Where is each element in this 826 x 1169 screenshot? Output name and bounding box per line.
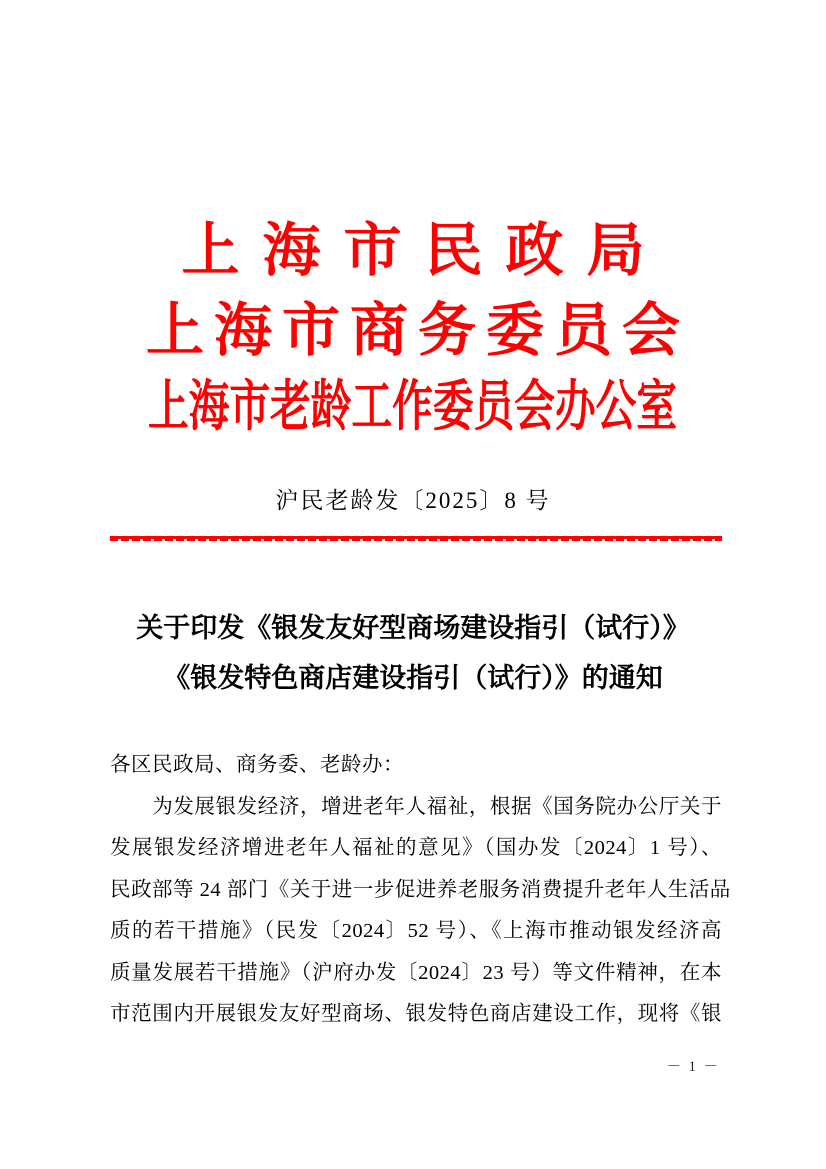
letterhead-agency-3 [0, 376, 826, 438]
red-header-divider [110, 536, 722, 541]
body-text-line: 质量发展若干措施》（沪府办发〔2024〕23 号）等文件精神，在本 [110, 961, 722, 984]
letterhead-agency-1: 上海市民政局 [181, 218, 668, 283]
document-reference-number: 沪民老龄发〔2025〕8 号 [275, 488, 551, 513]
body-text-line: 为发展银发经济，增进老年人福祉，根据《国务院办公厅关于 [110, 795, 722, 818]
letterhead-agency-2: 上海市商务委员会 [145, 298, 690, 363]
body-salutation: 各区民政局、商务委、老龄办： [110, 754, 404, 776]
body-text-line: 质的若干措施》（民发〔2024〕52 号）、《上海市推动银发经济高 [110, 920, 722, 942]
body-text-line: 发展银发经济增进老年人福祉的意见》（国办发〔2024〕1 号）、 [110, 837, 722, 859]
notice-body [110, 745, 731, 1036]
page-number: － 1 － [666, 1059, 720, 1075]
notice-title-line-1: 关于印发《银发友好型商场建设指引（试行）》 [136, 613, 690, 643]
body-text-line: 民政部等 24 部门《关于进一步促进养老服务消费提升老年人生活品 [110, 878, 731, 901]
notice-title-line-2: 《银发特色商店建设指引（试行）》的通知 [163, 663, 663, 693]
body-text-line: 市范围内开展银发友好型商场、银发特色商店建设工作，现将《银 [110, 1003, 722, 1025]
letterhead-agency-3-text: 上海市老龄工作委员会办公室 [148, 376, 678, 437]
